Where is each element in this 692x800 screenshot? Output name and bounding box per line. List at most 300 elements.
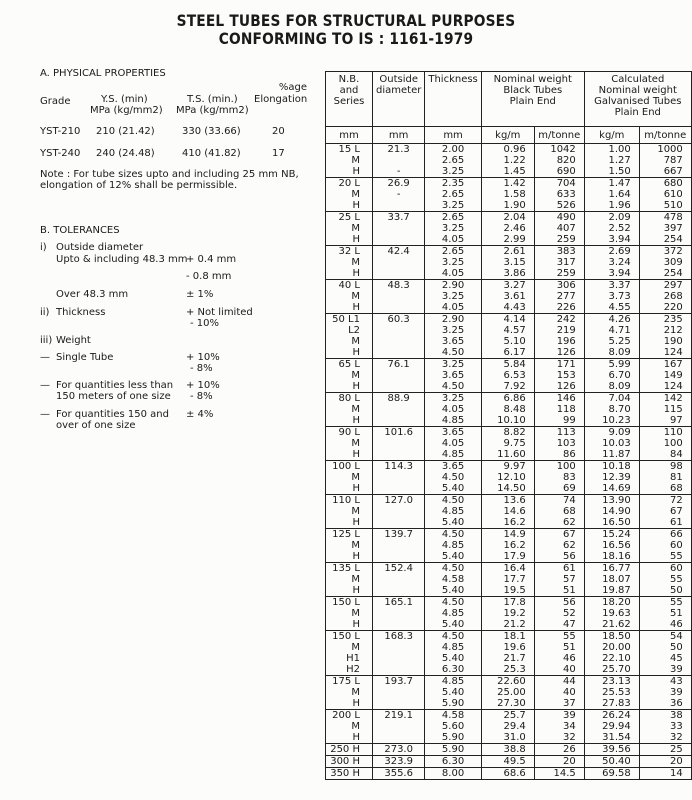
grade-cell: YST-210 xyxy=(40,126,81,137)
thickness-cell-line: 2.90 xyxy=(441,280,465,291)
nominal-mtonne-cell xyxy=(534,597,584,631)
galv-mtonne-cell-line: 110 xyxy=(663,427,683,438)
thickness-cell-line: 3.25 xyxy=(441,325,465,336)
thickness-cell-line: 5.40 xyxy=(441,585,465,596)
elongation-cell: 17 xyxy=(272,148,285,159)
thickness-cell-line: 4.85 xyxy=(441,449,465,460)
nominal-mtonne-cell-line: 526 xyxy=(556,200,576,211)
outside-diameter-cell-line xyxy=(376,268,421,279)
nominal-mtonne-cell-line: 26 xyxy=(563,744,576,755)
galv-kgm-cell-line: 69.58 xyxy=(602,768,631,779)
thickness-cell xyxy=(425,359,481,393)
nominal-mtonne-cell-line: 47 xyxy=(563,619,576,630)
outside-diameter-cell-line xyxy=(376,698,421,709)
galv-mtonne-cell xyxy=(639,756,691,768)
nominal-kgm-cell-line: 6.17 xyxy=(503,347,526,358)
outside-diameter-cell-line xyxy=(376,347,421,358)
nb-cell-line: M xyxy=(351,574,360,585)
galv-kgm-cell-line: 10.03 xyxy=(602,438,631,449)
nb-cell xyxy=(326,676,373,710)
nb-cell-line: M xyxy=(351,189,360,200)
nb-cell-line: H xyxy=(352,698,360,709)
nominal-kgm-cell-line: 1.90 xyxy=(503,200,526,211)
galv-kgm-cell-line: 2.69 xyxy=(608,246,631,257)
nominal-kgm-cell xyxy=(481,212,534,246)
thickness-cell-line: 2.90 xyxy=(441,314,465,325)
nb-cell-line: H xyxy=(352,619,360,630)
col-ts-2: MPa (kg/mm2) xyxy=(176,105,249,116)
thickness-cell-line: 5.90 xyxy=(441,698,465,709)
nominal-mtonne-cell xyxy=(534,631,584,676)
galv-mtonne-cell xyxy=(639,768,691,780)
nominal-kgm-cell-line: 22.60 xyxy=(497,676,526,687)
nominal-mtonne-cell-line: 633 xyxy=(556,189,576,200)
galv-kgm-cell-line: 39.56 xyxy=(602,744,631,755)
galv-kgm-cell xyxy=(584,495,639,529)
header-nb: N.B. and Series xyxy=(326,72,373,127)
nominal-mtonne-cell-line: 74 xyxy=(563,495,576,506)
nb-cell-line: 50 L1 xyxy=(332,314,360,325)
nb-cell-line: M xyxy=(351,438,360,449)
tol-lt-label-2: 150 meters of one size xyxy=(56,391,171,402)
galv-kgm-cell-line: 10.23 xyxy=(602,415,631,426)
galv-kgm-cell-line: 20.00 xyxy=(602,642,631,653)
nominal-mtonne-cell-line: 196 xyxy=(556,336,576,347)
unit-cell: mm xyxy=(373,127,425,144)
outside-diameter-cell-line: 114.3 xyxy=(384,461,413,472)
nb-cell-line: H xyxy=(352,732,360,743)
galv-kgm-cell-line: 8.09 xyxy=(608,381,631,392)
outside-diameter-cell-line: 48.3 xyxy=(387,280,410,291)
nominal-kgm-cell-line: 9.97 xyxy=(503,461,526,472)
nominal-kgm-cell xyxy=(481,768,534,780)
thickness-cell xyxy=(425,427,481,461)
thickness-cell-line: 4.85 xyxy=(441,415,465,426)
thickness-cell-line: 5.60 xyxy=(441,721,465,732)
nominal-mtonne-cell xyxy=(534,427,584,461)
galv-mtonne-cell-line: 55 xyxy=(670,551,683,562)
nominal-kgm-cell-line: 19.5 xyxy=(503,585,526,596)
nominal-kgm-cell-line: 16.4 xyxy=(503,563,526,574)
outside-diameter-cell-line: - xyxy=(396,166,401,177)
outside-diameter-cell-line: 355.6 xyxy=(384,768,413,779)
outside-diameter-cell-line xyxy=(376,370,421,381)
nb-cell-line: M xyxy=(351,257,360,268)
nominal-mtonne-cell-line: 40 xyxy=(563,687,576,698)
galv-mtonne-cell-line: 190 xyxy=(663,336,683,347)
nominal-mtonne-cell-line: 103 xyxy=(556,438,576,449)
galv-mtonne-cell-line: 38 xyxy=(670,710,683,721)
nb-cell-line: H xyxy=(352,517,360,528)
thickness-cell-line: 3.65 xyxy=(441,370,465,381)
galv-kgm-cell-line: 3.24 xyxy=(608,257,631,268)
nominal-mtonne-cell-line: 62 xyxy=(563,517,576,528)
nominal-kgm-cell-line: 5.10 xyxy=(503,336,526,347)
table-row xyxy=(326,280,692,314)
table-row xyxy=(326,529,692,563)
galv-mtonne-cell-line: 220 xyxy=(663,302,683,313)
galv-kgm-cell-line: 5.25 xyxy=(608,336,631,347)
galv-kgm-cell xyxy=(584,314,639,359)
nominal-kgm-cell-line: 3.15 xyxy=(503,257,526,268)
galv-mtonne-cell-line: 115 xyxy=(663,404,683,415)
nominal-mtonne-cell-line: 20 xyxy=(563,756,576,767)
thickness-cell-line: 5.40 xyxy=(441,653,465,664)
nominal-kgm-cell-line: 3.27 xyxy=(503,280,526,291)
galv-mtonne-cell-line: 124 xyxy=(663,381,683,392)
galv-mtonne-cell-line: 61 xyxy=(670,517,683,528)
galv-mtonne-cell-line: 46 xyxy=(670,619,683,630)
nominal-mtonne-cell-line: 40 xyxy=(563,664,576,675)
galv-kgm-cell-line: 14.69 xyxy=(602,483,631,494)
thickness-cell-line: 3.25 xyxy=(441,257,465,268)
nominal-mtonne-cell-line: 277 xyxy=(556,291,576,302)
note-line-1: Note : For tube sizes upto and including 25 mm NB, xyxy=(40,169,299,180)
galv-mtonne-cell-line: 297 xyxy=(663,280,683,291)
galv-kgm-cell-line: 16.56 xyxy=(602,540,631,551)
nominal-kgm-cell-line: 6.53 xyxy=(503,370,526,381)
galv-kgm-cell xyxy=(584,756,639,768)
nb-cell-line: 65 L xyxy=(338,359,360,370)
nominal-kgm-cell-line: 31.0 xyxy=(503,732,526,743)
galv-kgm-cell-line: 13.90 xyxy=(602,495,631,506)
nominal-mtonne-cell-line: 39 xyxy=(563,710,576,721)
nominal-kgm-cell xyxy=(481,529,534,563)
unit-cell: kg/m xyxy=(584,127,639,144)
thickness-cell xyxy=(425,768,481,780)
table-row xyxy=(326,676,692,710)
nominal-kgm-cell-line: 0.96 xyxy=(503,144,526,155)
galv-kgm-cell xyxy=(584,461,639,495)
nominal-mtonne-cell xyxy=(534,529,584,563)
galv-kgm-cell-line: 3.73 xyxy=(608,291,631,302)
galv-mtonne-cell-line: 60 xyxy=(670,540,683,551)
nominal-mtonne-cell-line: 1042 xyxy=(550,144,576,155)
nb-cell xyxy=(326,710,373,744)
outside-diameter-cell xyxy=(373,246,425,280)
ys-cell: 240 (24.48) xyxy=(96,148,155,159)
thickness-cell xyxy=(425,529,481,563)
nominal-mtonne-cell-line: 83 xyxy=(563,472,576,483)
thickness-cell xyxy=(425,563,481,597)
galv-mtonne-cell-line: 72 xyxy=(670,495,683,506)
nominal-mtonne-cell-line: 820 xyxy=(556,155,576,166)
thickness-cell xyxy=(425,246,481,280)
galv-kgm-cell-line: 18.20 xyxy=(602,597,631,608)
nominal-mtonne-cell-line: 306 xyxy=(556,280,576,291)
thickness-cell-line: 3.25 xyxy=(441,291,465,302)
outside-diameter-cell xyxy=(373,710,425,744)
nominal-mtonne-cell-line: 32 xyxy=(563,732,576,743)
galv-kgm-cell-line: 23.13 xyxy=(602,676,631,687)
thickness-cell-line: 4.85 xyxy=(441,608,465,619)
outside-diameter-cell xyxy=(373,359,425,393)
galv-kgm-cell-line: 25.70 xyxy=(602,664,631,675)
nominal-kgm-cell xyxy=(481,393,534,427)
header-nominal-weight: Nominal weight Black Tubes Plain End xyxy=(481,72,584,127)
outside-diameter-cell-line: 33.7 xyxy=(387,212,410,223)
thickness-cell xyxy=(425,495,481,529)
galv-kgm-cell-line: 27.83 xyxy=(602,698,631,709)
thickness-cell-line: 3.65 xyxy=(441,336,465,347)
nominal-kgm-cell-line: 7.92 xyxy=(503,381,526,392)
tol-over-val: ± 1% xyxy=(186,289,214,300)
nominal-kgm-cell-line: 8.82 xyxy=(503,427,526,438)
outside-diameter-cell-line xyxy=(376,506,421,517)
nominal-kgm-cell xyxy=(481,756,534,768)
nominal-mtonne-cell xyxy=(534,393,584,427)
thickness-cell-line: 5.40 xyxy=(441,517,465,528)
thickness-cell-line: 3.65 xyxy=(441,427,465,438)
nb-cell-line: M xyxy=(351,223,360,234)
nominal-kgm-cell xyxy=(481,427,534,461)
outside-diameter-cell xyxy=(373,631,425,676)
nb-cell xyxy=(326,756,373,768)
thickness-cell xyxy=(425,144,481,178)
galv-kgm-cell xyxy=(584,178,639,212)
nb-cell-line: H xyxy=(352,166,360,177)
outside-diameter-cell-line: 168.3 xyxy=(384,631,413,642)
outside-diameter-cell-line xyxy=(376,732,421,743)
nominal-mtonne-cell xyxy=(534,144,584,178)
galv-mtonne-cell-line: 84 xyxy=(670,449,683,460)
thickness-cell-line: 3.25 xyxy=(441,223,465,234)
galv-kgm-cell-line: 21.62 xyxy=(602,619,631,630)
nominal-mtonne-cell-line: 259 xyxy=(556,268,576,279)
table-row xyxy=(326,495,692,529)
nominal-kgm-cell-line: 16.2 xyxy=(503,517,526,528)
nb-cell xyxy=(326,212,373,246)
thickness-cell xyxy=(425,710,481,744)
nb-cell-line: M xyxy=(351,370,360,381)
galv-kgm-cell-line: 5.99 xyxy=(608,359,631,370)
galv-kgm-cell-line: 18.16 xyxy=(602,551,631,562)
nominal-mtonne-cell-line: 219 xyxy=(556,325,576,336)
outside-diameter-cell-line xyxy=(376,472,421,483)
tolerances-heading: B. TOLERANCES xyxy=(40,225,120,236)
nominal-mtonne-cell-line: 99 xyxy=(563,415,576,426)
nb-cell-line: M xyxy=(351,506,360,517)
nb-cell xyxy=(326,246,373,280)
nb-cell xyxy=(326,461,373,495)
nominal-kgm-cell-line: 2.61 xyxy=(503,246,526,257)
nb-cell xyxy=(326,393,373,427)
outside-diameter-cell-line: 139.7 xyxy=(384,529,413,540)
col-ts-1: T.S. (min.) xyxy=(187,94,238,105)
galv-kgm-cell xyxy=(584,359,639,393)
unit-cell: m/tonne xyxy=(639,127,691,144)
galv-kgm-cell-line: 3.94 xyxy=(608,268,631,279)
galv-mtonne-cell-line: 81 xyxy=(670,472,683,483)
galv-mtonne-cell-line: 478 xyxy=(663,212,683,223)
nb-cell-line: 20 L xyxy=(338,178,360,189)
outside-diameter-cell-line: 101.6 xyxy=(384,427,413,438)
nominal-kgm-cell-line: 8.48 xyxy=(503,404,526,415)
nominal-kgm-cell-line: 9.75 xyxy=(503,438,526,449)
nominal-mtonne-cell-line: 62 xyxy=(563,540,576,551)
galv-kgm-cell xyxy=(584,744,639,756)
galv-kgm-cell-line: 3.37 xyxy=(608,280,631,291)
physical-heading: A. PHYSICAL PROPERTIES xyxy=(40,68,166,79)
outside-diameter-cell-line: 88.9 xyxy=(387,393,410,404)
tol-gt-val: ± 4% xyxy=(186,409,214,420)
outside-diameter-cell-line xyxy=(376,687,421,698)
outside-diameter-cell-line: 219.1 xyxy=(384,710,413,721)
nominal-kgm-cell-line: 2.46 xyxy=(503,223,526,234)
nb-cell-line: 175 L xyxy=(332,676,360,687)
table-row xyxy=(326,631,692,676)
nb-cell xyxy=(326,563,373,597)
galv-kgm-cell-line: 1.50 xyxy=(608,166,631,177)
outside-diameter-cell-line: 165.1 xyxy=(384,597,413,608)
tol-i-sub: Upto & including 48.3 mm xyxy=(56,254,188,265)
thickness-cell-line: 4.58 xyxy=(441,710,465,721)
galv-mtonne-cell-line: 254 xyxy=(663,234,683,245)
galv-kgm-cell-line: 19.87 xyxy=(602,585,631,596)
nominal-kgm-cell-line: 1.22 xyxy=(503,155,526,166)
galv-kgm-cell-line: 15.24 xyxy=(602,529,631,540)
nb-cell-line: H xyxy=(352,302,360,313)
page-subtitle: CONFORMING TO IS : 1161-1979 xyxy=(218,29,474,48)
table-row xyxy=(326,178,692,212)
col-ys-2: MPa (kg/mm2) xyxy=(90,105,163,116)
page-title: STEEL TUBES FOR STRUCTURAL PURPOSES xyxy=(176,11,516,30)
outside-diameter-cell-line xyxy=(376,302,421,313)
galv-mtonne-cell-line: 254 xyxy=(663,268,683,279)
nominal-kgm-cell xyxy=(481,144,534,178)
tol-iii-num: iii) xyxy=(40,335,53,346)
nominal-mtonne-cell-line: 126 xyxy=(556,347,576,358)
outside-diameter-cell-line xyxy=(376,585,421,596)
thickness-cell-line: 6.30 xyxy=(441,756,465,767)
nb-cell-line: 15 L xyxy=(338,144,360,155)
outside-diameter-cell-line: 193.7 xyxy=(384,676,413,687)
thickness-cell-line: 4.50 xyxy=(441,495,465,506)
thickness-cell xyxy=(425,212,481,246)
thickness-cell xyxy=(425,393,481,427)
tol-gt-label-1: For quantities 150 and xyxy=(56,409,169,420)
galv-kgm-cell-line: 31.54 xyxy=(602,732,631,743)
tol-iii-label: Weight xyxy=(56,335,91,346)
thickness-cell-line: 4.50 xyxy=(441,381,465,392)
thickness-cell-line: 6.30 xyxy=(441,664,465,675)
thickness-cell xyxy=(425,178,481,212)
col-elongation-1: %age xyxy=(278,82,308,93)
nb-cell xyxy=(326,427,373,461)
thickness-cell-line: 4.85 xyxy=(441,540,465,551)
outside-diameter-cell-line: - xyxy=(396,189,401,200)
nb-cell-line: M xyxy=(351,472,360,483)
nominal-kgm-cell xyxy=(481,676,534,710)
tol-single-label: Single Tube xyxy=(56,352,114,363)
ts-cell: 330 (33.66) xyxy=(182,126,241,137)
grade-cell: YST-240 xyxy=(40,148,81,159)
nominal-mtonne-cell xyxy=(534,744,584,756)
nominal-mtonne-cell-line: 407 xyxy=(556,223,576,234)
tol-lt-val2: - 8% xyxy=(190,391,213,402)
outside-diameter-cell-line xyxy=(376,551,421,562)
galv-kgm-cell-line: 16.50 xyxy=(602,517,631,528)
galv-kgm-cell-line: 4.26 xyxy=(608,314,631,325)
galv-mtonne-cell-line: 45 xyxy=(670,653,683,664)
table-row xyxy=(326,314,692,359)
nominal-mtonne-cell xyxy=(534,359,584,393)
outside-diameter-cell-line xyxy=(376,404,421,415)
galv-mtonne-cell-line: 235 xyxy=(663,314,683,325)
thickness-cell-line: 4.85 xyxy=(441,676,465,687)
galv-mtonne-cell-line: 55 xyxy=(670,597,683,608)
nb-cell-line: L2 xyxy=(348,325,360,336)
nominal-kgm-cell-line: 68.6 xyxy=(503,768,526,779)
nominal-kgm-cell-line: 29.4 xyxy=(503,721,526,732)
note-line-2: elongation of 12% shall be permissible. xyxy=(40,180,238,191)
thickness-cell-line: 2.35 xyxy=(441,178,465,189)
outside-diameter-cell-line: 273.0 xyxy=(384,744,413,755)
outside-diameter-cell-line xyxy=(376,653,421,664)
galv-mtonne-cell-line: 60 xyxy=(670,563,683,574)
galv-kgm-cell-line: 18.50 xyxy=(602,631,631,642)
galv-mtonne-cell-line: 67 xyxy=(670,506,683,517)
nominal-kgm-cell-line: 14.6 xyxy=(503,506,526,517)
nb-cell xyxy=(326,178,373,212)
nominal-mtonne-cell-line: 56 xyxy=(563,597,576,608)
header-calculated-weight: Calculated Nominal weight Galvanised Tubes Plain End xyxy=(584,72,691,127)
galv-kgm-cell xyxy=(584,710,639,744)
nb-cell-line: M xyxy=(351,155,360,166)
nb-cell-line: H xyxy=(352,268,360,279)
galv-mtonne-cell-line: 787 xyxy=(663,155,683,166)
outside-diameter-cell-line xyxy=(376,449,421,460)
outside-diameter-cell xyxy=(373,393,425,427)
galv-kgm-cell-line: 1.64 xyxy=(608,189,631,200)
nb-cell-line: 300 H xyxy=(330,756,360,767)
galv-mtonne-cell-line: 39 xyxy=(670,664,683,675)
outside-diameter-cell xyxy=(373,563,425,597)
thickness-cell-line: 5.90 xyxy=(441,744,465,755)
galv-kgm-cell-line: 1.47 xyxy=(608,178,631,189)
nb-cell-line: M xyxy=(351,291,360,302)
nb-cell-line: 150 L xyxy=(332,631,360,642)
tol-ii-val2: - 10% xyxy=(190,318,220,329)
thickness-cell-line: 4.50 xyxy=(441,597,465,608)
nominal-kgm-cell-line: 25.00 xyxy=(497,687,526,698)
nominal-kgm-cell xyxy=(481,314,534,359)
nb-cell xyxy=(326,631,373,676)
outside-diameter-cell-line: 60.3 xyxy=(387,314,410,325)
nominal-kgm-cell-line: 5.84 xyxy=(503,359,526,370)
outside-diameter-cell xyxy=(373,756,425,768)
galv-mtonne-cell xyxy=(639,427,691,461)
galv-mtonne-cell xyxy=(639,744,691,756)
nominal-kgm-cell-line: 13.6 xyxy=(503,495,526,506)
table-units-row xyxy=(326,127,692,144)
nominal-mtonne-cell-line: 259 xyxy=(556,234,576,245)
thickness-cell-line: 4.58 xyxy=(441,574,465,585)
nb-cell xyxy=(326,314,373,359)
galv-kgm-cell-line: 18.07 xyxy=(602,574,631,585)
galv-mtonne-cell xyxy=(639,631,691,676)
outside-diameter-cell xyxy=(373,212,425,246)
outside-diameter-cell-line xyxy=(376,517,421,528)
nominal-mtonne-cell-line: 118 xyxy=(556,404,576,415)
galv-mtonne-cell-line: 25 xyxy=(670,744,683,755)
nb-cell-line: 100 L xyxy=(332,461,360,472)
nominal-mtonne-cell xyxy=(534,461,584,495)
thickness-cell-line: 3.25 xyxy=(441,393,465,404)
table-row xyxy=(326,710,692,744)
thickness-cell-line: 3.25 xyxy=(441,200,465,211)
outside-diameter-cell xyxy=(373,529,425,563)
